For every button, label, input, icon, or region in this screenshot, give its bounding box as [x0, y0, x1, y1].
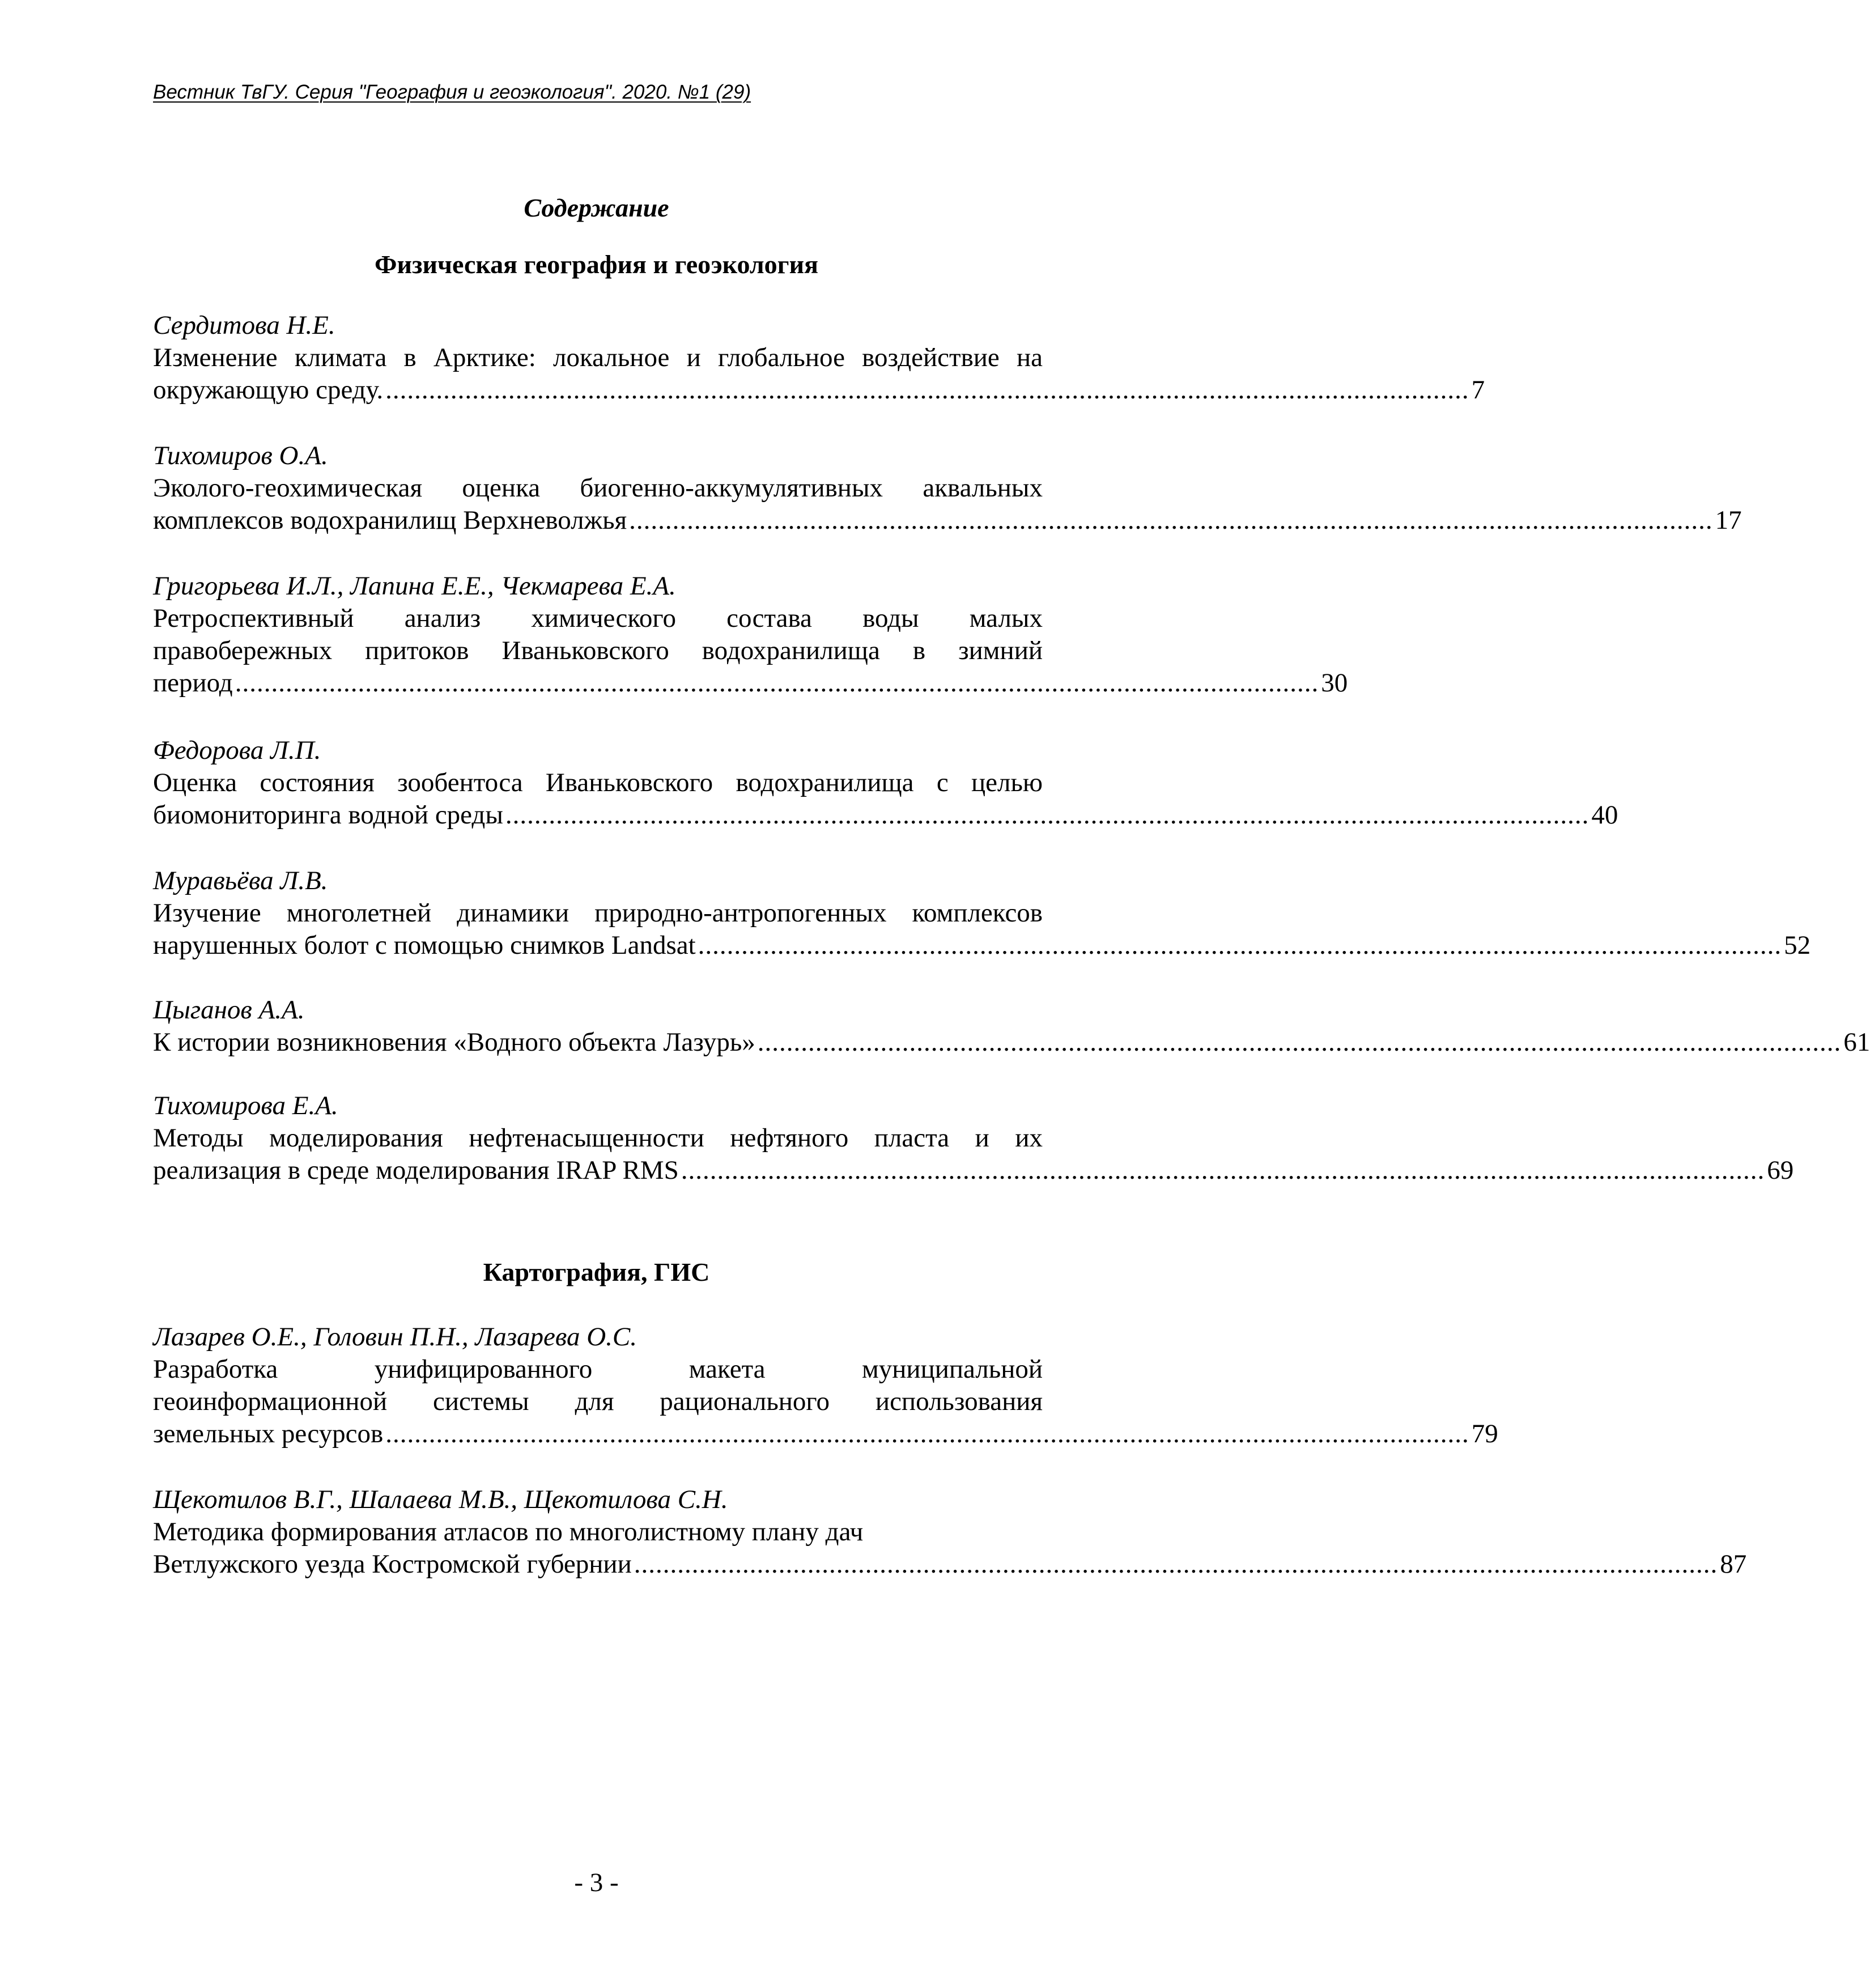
entry-title	[153, 1353, 1498, 1450]
entry-last-line	[153, 1154, 1794, 1187]
entry-page-number: 61	[1843, 1027, 1870, 1057]
entry-title-line: Ретроспективный анализ химического состава воды малых	[153, 604, 1043, 633]
entry-last-line	[153, 929, 1811, 962]
entry-authors: Федорова Л.П.	[153, 736, 321, 765]
dot-leader: ......................................................................................................................................................	[629, 506, 1713, 535]
entry-title-line: Методы моделирования нефтенасыщенности нефтяного пласта и их	[153, 1123, 1043, 1153]
dot-leader: ......................................................................................................................................................	[235, 668, 1319, 698]
entry-authors: Григорьева И.Л., Лапина Е.Е., Чекмарева Е.А.	[153, 571, 676, 601]
entry-title-line: Эколого-геохимическая оценка биогенно-аккумулятивных аквальных	[153, 473, 1043, 503]
entry-page-number: 79	[1471, 1419, 1498, 1448]
entry-last-line	[153, 667, 1348, 699]
entry-page-number: 7	[1471, 375, 1485, 405]
dot-leader: ......................................................................................................................................................	[681, 1156, 1765, 1185]
toc-entry[interactable]	[153, 1483, 1747, 1581]
running-head: Вестник ТвГУ. Серия "География и геоэкология". 2020. №1 (29)	[153, 81, 751, 103]
toc-entry[interactable]	[153, 439, 1742, 537]
entry-title-line: Разработка унифицированного макета муниципальной	[153, 1354, 1043, 1384]
entry-page-number: 69	[1767, 1156, 1794, 1185]
toc-entry[interactable]	[153, 309, 1485, 406]
entry-title-line: геоинформационной системы для рационального использования	[153, 1387, 1043, 1416]
entry-page-number: 87	[1720, 1549, 1747, 1579]
dot-leader: ......................................................................................................................................................	[385, 375, 1469, 405]
entry-title	[153, 767, 1618, 831]
entry-title	[153, 342, 1485, 406]
entry-authors: Цыганов А.А.	[153, 995, 305, 1025]
entry-authors: Лазарев О.Е., Головин П.Н., Лазарева О.С.	[153, 1322, 638, 1352]
entry-title-last: К истории возникновения «Водного объекта Лазурь»	[153, 1027, 755, 1057]
entry-title-last: окружающую среду.	[153, 375, 384, 405]
toc-entry[interactable]	[153, 993, 1870, 1059]
contents-title: Содержание	[524, 193, 669, 222]
entry-title-line: Оценка состояния зообентоса Иваньковского водохранилища с целью	[153, 768, 1043, 797]
entry-last-line	[153, 1548, 1747, 1581]
entry-last-line	[153, 1026, 1870, 1059]
entry-title	[153, 1122, 1794, 1187]
entry-authors: Тихомирова Е.А.	[153, 1091, 338, 1120]
entry-title-last: период	[153, 668, 233, 698]
entry-authors: Сердитова Н.Е.	[153, 311, 335, 340]
entry-title	[153, 472, 1742, 537]
entry-last-line	[153, 504, 1742, 537]
entry-title-line: правобережных притоков Иваньковского водохранилища в зимний	[153, 636, 1043, 665]
dot-leader: ......................................................................................................................................................	[757, 1027, 1842, 1057]
toc-entry[interactable]	[153, 1089, 1794, 1187]
entry-page-number: 52	[1784, 931, 1811, 960]
entry-title-last: земельных ресурсов	[153, 1419, 384, 1448]
dot-leader: ......................................................................................................................................................	[634, 1549, 1718, 1579]
toc-entry[interactable]	[153, 570, 1348, 699]
entry-last-line	[153, 374, 1485, 406]
entry-last-line	[153, 799, 1618, 831]
entry-title-line: Изучение многолетней динамики природно-антропогенных комплексов	[153, 898, 1043, 928]
dot-leader: ......................................................................................................................................................	[698, 931, 1782, 960]
entry-authors: Щекотилов В.Г., Шалаева М.В., Щекотилова С.Н.	[153, 1485, 728, 1514]
entry-title	[153, 1516, 1747, 1581]
entry-last-line	[153, 1418, 1498, 1450]
dot-leader: ......................................................................................................................................................	[505, 800, 1590, 830]
entry-title	[153, 602, 1348, 699]
toc-entry[interactable]	[153, 864, 1811, 962]
entry-title	[153, 1026, 1870, 1059]
entry-authors: Тихомиров О.А.	[153, 441, 328, 470]
dot-leader: ......................................................................................................................................................	[385, 1419, 1469, 1448]
section-title-cartography-gis: Картография, ГИС	[483, 1258, 710, 1286]
entry-title-line: Изменение климата в Арктике: локальное и глобальное воздействие на	[153, 343, 1043, 372]
toc-entry[interactable]	[153, 1320, 1498, 1450]
entry-title	[153, 897, 1811, 962]
entry-authors: Муравьёва Л.В.	[153, 866, 328, 895]
page-number: - 3 -	[574, 1868, 619, 1897]
entry-title-last: нарушенных болот с помощью снимков Landsat	[153, 931, 696, 960]
toc-entry[interactable]	[153, 734, 1618, 831]
entry-page-number: 40	[1591, 800, 1618, 830]
entry-title-last: реализация в среде моделирования IRAP RMS	[153, 1156, 679, 1185]
entry-title-last: комплексов водохранилищ Верхневолжья	[153, 506, 627, 535]
section-title-physical-geography: Физическая география и геоэкология	[375, 250, 818, 279]
entry-title-last: Ветлужского уезда Костромской губернии	[153, 1549, 632, 1579]
entry-title-line: Методика формирования атласов по многолистному плану дач	[153, 1517, 864, 1547]
entry-page-number: 30	[1321, 668, 1348, 698]
entry-title-last: биомониторинга водной среды	[153, 800, 503, 830]
entry-page-number: 17	[1715, 506, 1742, 535]
